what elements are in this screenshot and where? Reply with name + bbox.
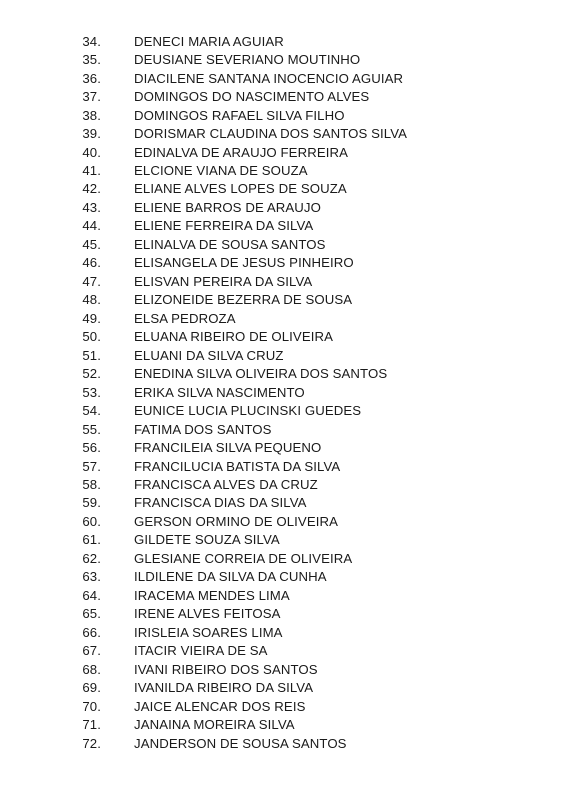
list-item-name: ELUANA RIBEIRO DE OLIVEIRA [134, 329, 334, 345]
list-item-number: 71. [82, 717, 101, 733]
list-item-name: FRANCILUCIA BATISTA DA SILVA [134, 458, 341, 474]
list-item-name: JAICE ALENCAR DOS REIS [134, 698, 306, 714]
list-item-name: GERSON ORMINO DE OLIVEIRA [134, 513, 339, 529]
numbered-name-list [0, 32, 588, 752]
list-item-number: 70. [82, 698, 101, 714]
list-item [0, 641, 588, 659]
list-item [0, 734, 588, 752]
list-item [0, 254, 588, 272]
list-item-name: DENECI MARIA AGUIAR [134, 33, 284, 49]
list-item [0, 512, 588, 530]
list-item-number: 47. [82, 273, 101, 289]
list-item-number: 61. [82, 532, 101, 548]
list-item [0, 364, 588, 382]
list-item-number: 64. [82, 587, 101, 603]
list-item-name: ELIENE FERREIRA DA SILVA [134, 218, 314, 234]
list-item-name: FRANCILEIA SILVA PEQUENO [134, 440, 322, 456]
list-item-name: ELINALVA DE SOUSA SANTOS [134, 236, 326, 252]
list-item-number: 53. [82, 384, 101, 400]
list-item-number: 67. [82, 643, 101, 659]
list-item-number: 68. [82, 661, 101, 677]
list-item-name: ELUANI DA SILVA CRUZ [134, 347, 284, 363]
list-item-name: IVANILDA RIBEIRO DA SILVA [134, 680, 314, 696]
list-item-number: 41. [82, 163, 101, 179]
list-item [0, 678, 588, 696]
list-item-number: 72. [82, 735, 101, 751]
list-item-name: DOMINGOS DO NASCIMENTO ALVES [134, 89, 370, 105]
list-item-name: ENEDINA SILVA OLIVEIRA DOS SANTOS [134, 366, 388, 382]
list-item [0, 605, 588, 623]
list-item [0, 568, 588, 586]
list-item-name: IVANI RIBEIRO DOS SANTOS [134, 661, 318, 677]
list-item-number: 49. [82, 310, 101, 326]
list-item [0, 217, 588, 235]
list-item-number: 55. [82, 421, 101, 437]
list-item [0, 235, 588, 253]
list-item-number: 51. [82, 347, 101, 363]
list-item-number: 46. [82, 255, 101, 271]
list-item-number: 54. [82, 403, 101, 419]
list-item-name: IRISLEIA SOARES LIMA [134, 624, 283, 640]
list-item-number: 39. [82, 126, 101, 142]
list-item-number: 35. [82, 52, 101, 68]
list-item-name: ERIKA SILVA NASCIMENTO [134, 384, 305, 400]
list-item [0, 531, 588, 549]
list-item [0, 475, 588, 493]
list-item-name: ITACIR VIEIRA DE SA [134, 643, 268, 659]
list-item-number: 57. [82, 458, 101, 474]
list-item-name: GILDETE SOUZA SILVA [134, 532, 280, 548]
list-item-name: ELISANGELA DE JESUS PINHEIRO [134, 255, 354, 271]
list-item [0, 494, 588, 512]
list-item [0, 457, 588, 475]
list-item-name: ELISVAN PEREIRA DA SILVA [134, 273, 313, 289]
list-item-number: 56. [82, 440, 101, 456]
list-item-number: 59. [82, 495, 101, 511]
list-item-number: 62. [82, 550, 101, 566]
list-item [0, 383, 588, 401]
list-item-name: ELIZONEIDE BEZERRA DE SOUSA [134, 292, 353, 308]
list-item [0, 309, 588, 327]
list-item-number: 36. [82, 70, 101, 86]
list-item [0, 272, 588, 290]
list-item-number: 34. [82, 33, 101, 49]
list-item [0, 50, 588, 68]
list-item [0, 549, 588, 567]
list-item [0, 291, 588, 309]
list-item-name: JANDERSON DE SOUSA SANTOS [134, 735, 347, 751]
list-item [0, 346, 588, 364]
list-item-number: 66. [82, 624, 101, 640]
list-item [0, 198, 588, 216]
list-item-number: 38. [82, 107, 101, 123]
list-item-name: DIACILENE SANTANA INOCENCIO AGUIAR [134, 70, 404, 86]
list-item-name: DEUSIANE SEVERIANO MOUTINHO [134, 52, 361, 68]
list-item-name: ELIENE BARROS DE ARAUJO [134, 199, 321, 215]
list-item-number: 48. [82, 292, 101, 308]
list-item-number: 44. [82, 218, 101, 234]
list-item-name: DOMINGOS RAFAEL SILVA FILHO [134, 107, 345, 123]
list-item-number: 42. [82, 181, 101, 197]
list-item [0, 124, 588, 142]
list-item-name: EDINALVA DE ARAUJO FERREIRA [134, 144, 348, 160]
list-item-name: IRACEMA MENDES LIMA [134, 587, 290, 603]
list-item [0, 586, 588, 604]
list-item-number: 69. [82, 680, 101, 696]
list-item [0, 438, 588, 456]
list-item-name: ELSA PEDROZA [134, 310, 236, 326]
list-item-number: 52. [82, 366, 101, 382]
list-item [0, 328, 588, 346]
list-item-name: ELCIONE VIANA DE SOUZA [134, 163, 308, 179]
list-item [0, 420, 588, 438]
list-item-number: 65. [82, 606, 101, 622]
list-item [0, 697, 588, 715]
list-item [0, 401, 588, 419]
list-item-number: 40. [82, 144, 101, 160]
list-item [0, 69, 588, 87]
list-item-name: FRANCISCA ALVES DA CRUZ [134, 476, 318, 492]
list-item-number: 50. [82, 329, 101, 345]
list-item-number: 45. [82, 236, 101, 252]
list-item-name: GLESIANE CORREIA DE OLIVEIRA [134, 550, 353, 566]
list-item-name: FRANCISCA DIAS DA SILVA [134, 495, 307, 511]
list-item-name: JANAINA MOREIRA SILVA [134, 717, 295, 733]
list-item-name: ILDILENE DA SILVA DA CUNHA [134, 569, 327, 585]
list-item-number: 43. [82, 199, 101, 215]
list-item [0, 180, 588, 198]
list-item-number: 58. [82, 476, 101, 492]
list-item-name: ELIANE ALVES LOPES DE SOUZA [134, 181, 347, 197]
list-item-number: 37. [82, 89, 101, 105]
list-item [0, 623, 588, 641]
list-item [0, 106, 588, 124]
list-item [0, 161, 588, 179]
list-item [0, 87, 588, 105]
list-item-name: EUNICE LUCIA PLUCINSKI GUEDES [134, 403, 362, 419]
list-item-number: 60. [82, 513, 101, 529]
list-item [0, 32, 588, 50]
list-item [0, 143, 588, 161]
list-item [0, 715, 588, 733]
list-item [0, 660, 588, 678]
list-item-number: 63. [82, 569, 101, 585]
list-item-name: DORISMAR CLAUDINA DOS SANTOS SILVA [134, 126, 408, 142]
list-item-name: FATIMA DOS SANTOS [134, 421, 272, 437]
list-item-name: IRENE ALVES FEITOSA [134, 606, 281, 622]
